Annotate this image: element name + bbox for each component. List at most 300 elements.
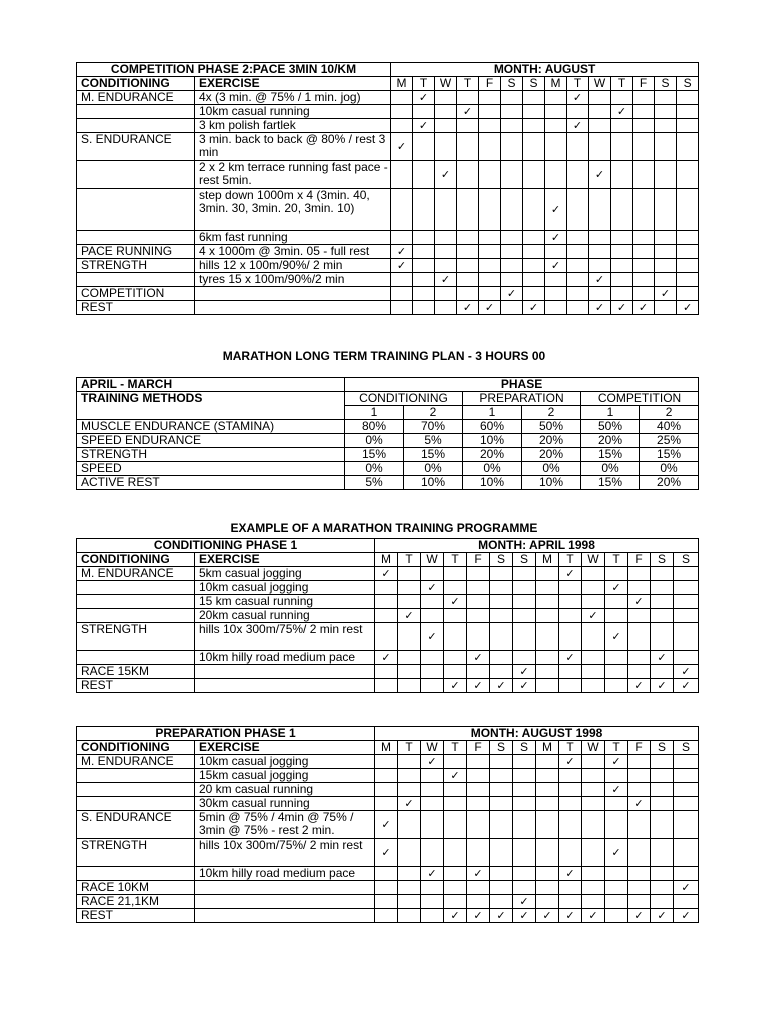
category-cell — [77, 783, 195, 797]
day-cell — [677, 91, 699, 105]
table-row — [77, 161, 699, 189]
day-cell — [559, 679, 582, 693]
day-cell — [479, 189, 501, 231]
day-cell — [655, 231, 677, 245]
category-cell: REST — [77, 909, 195, 923]
day-cell — [490, 595, 513, 609]
table-row — [77, 273, 699, 287]
day-header: S — [501, 77, 523, 91]
table-row — [77, 595, 699, 609]
plan-title: MARATHON LONG TERM TRAINING PLAN - 3 HOURS 00 — [222, 349, 546, 363]
phase-sub-number: 1 — [581, 406, 640, 420]
day-cell — [633, 105, 655, 119]
day-cell — [677, 287, 699, 301]
table-row — [77, 231, 699, 245]
checkmark-icon: ✓ — [681, 666, 691, 678]
day-cell — [605, 679, 628, 693]
day-cell — [479, 273, 501, 287]
checkmark-icon: ✓ — [404, 610, 414, 622]
day-cell — [398, 811, 421, 839]
phase-competition: COMPETITION — [581, 392, 699, 406]
category-cell — [77, 609, 195, 623]
day-cell — [398, 881, 421, 895]
day-cell — [628, 595, 651, 609]
day-cell — [501, 245, 523, 259]
day-cell — [674, 755, 699, 769]
day-cell — [467, 595, 490, 609]
day-cell — [611, 259, 633, 273]
day-cell — [513, 755, 536, 769]
checkmark-icon: ✓ — [473, 680, 483, 692]
exercise-cell: 3 km polish fartlek — [195, 119, 391, 133]
checkmark-icon: ✓ — [594, 274, 605, 286]
day-cell — [375, 609, 398, 623]
day-header: T — [413, 77, 435, 91]
day-cell — [375, 895, 398, 909]
checkmark-icon: ✓ — [681, 882, 691, 894]
day-cell — [674, 783, 699, 797]
day-cell — [398, 567, 421, 581]
day-cell — [545, 301, 567, 315]
day-cell — [589, 287, 611, 301]
day-cell — [582, 755, 605, 769]
day-cell — [457, 245, 479, 259]
percent-cell: 15% — [404, 448, 463, 462]
day-cell — [582, 797, 605, 811]
table-row — [77, 755, 699, 769]
day-cell — [479, 301, 501, 315]
day-header: T — [605, 741, 628, 755]
day-cell — [467, 839, 490, 867]
day-header: T — [444, 553, 467, 567]
day-cell — [490, 769, 513, 783]
day-header: S — [490, 741, 513, 755]
day-cell — [413, 189, 435, 231]
day-cell — [605, 783, 628, 797]
preparation-phase-table — [76, 726, 699, 923]
checkmark-icon: ✓ — [473, 868, 483, 880]
day-cell — [651, 755, 674, 769]
day-cell — [628, 679, 651, 693]
day-cell — [651, 769, 674, 783]
month-title: MONTH: AUGUST — [391, 63, 699, 77]
day-cell — [628, 881, 651, 895]
day-cell — [413, 161, 435, 189]
checkmark-icon: ✓ — [427, 631, 437, 643]
method-cell: SPEED — [77, 462, 345, 476]
checkmark-icon: ✓ — [462, 106, 473, 118]
day-cell — [413, 133, 435, 161]
day-cell — [582, 567, 605, 581]
day-cell — [413, 245, 435, 259]
day-cell — [398, 679, 421, 693]
day-cell — [457, 287, 479, 301]
day-cell — [467, 909, 490, 923]
day-cell — [628, 797, 651, 811]
category-cell: S. ENDURANCE — [77, 133, 195, 161]
day-cell — [513, 595, 536, 609]
day-cell — [611, 119, 633, 133]
day-header: T — [559, 553, 582, 567]
day-header: M — [391, 77, 413, 91]
day-cell — [457, 259, 479, 273]
day-cell — [605, 909, 628, 923]
category-cell: REST — [77, 679, 195, 693]
day-cell — [559, 769, 582, 783]
checkmark-icon: ✓ — [611, 631, 621, 643]
day-cell — [391, 91, 413, 105]
category-cell — [77, 231, 195, 245]
exercise-cell — [195, 881, 375, 895]
day-cell — [391, 189, 413, 231]
percent-cell: 15% — [581, 448, 640, 462]
table-row — [77, 769, 699, 783]
day-cell — [605, 623, 628, 651]
checkmark-icon: ✓ — [528, 302, 539, 314]
table-row — [77, 623, 699, 651]
percent-cell: 50% — [522, 420, 581, 434]
percent-cell: 15% — [581, 476, 640, 490]
percent-cell: 50% — [581, 420, 640, 434]
day-cell — [605, 581, 628, 595]
day-cell — [655, 105, 677, 119]
day-cell — [674, 595, 699, 609]
day-cell — [523, 245, 545, 259]
day-cell — [375, 755, 398, 769]
day-cell — [457, 273, 479, 287]
day-cell — [523, 105, 545, 119]
category-cell: RACE 10KM — [77, 881, 195, 895]
checkmark-icon: ✓ — [565, 652, 575, 664]
day-header: W — [582, 741, 605, 755]
day-cell — [655, 189, 677, 231]
day-header: F — [628, 553, 651, 567]
day-cell — [391, 273, 413, 287]
day-cell — [421, 839, 444, 867]
table-row — [77, 287, 699, 301]
day-cell — [457, 231, 479, 245]
day-cell — [444, 811, 467, 839]
day-cell — [467, 755, 490, 769]
day-cell — [513, 797, 536, 811]
day-cell — [501, 161, 523, 189]
checkmark-icon: ✓ — [440, 169, 451, 181]
day-cell — [421, 581, 444, 595]
day-cell — [490, 797, 513, 811]
day-cell — [398, 867, 421, 881]
day-cell — [611, 133, 633, 161]
checkmark-icon: ✓ — [681, 910, 691, 922]
day-cell — [655, 259, 677, 273]
day-cell — [375, 811, 398, 839]
day-cell — [559, 783, 582, 797]
day-cell — [421, 651, 444, 665]
day-cell — [651, 665, 674, 679]
day-cell — [674, 679, 699, 693]
day-cell — [633, 133, 655, 161]
table-row — [77, 651, 699, 665]
day-cell — [513, 609, 536, 623]
day-cell — [398, 769, 421, 783]
day-cell — [559, 881, 582, 895]
checkmark-icon: ✓ — [450, 680, 460, 692]
day-cell — [567, 273, 589, 287]
day-cell — [523, 91, 545, 105]
day-cell — [391, 287, 413, 301]
day-cell — [375, 623, 398, 651]
day-header: T — [567, 77, 589, 91]
percent-cell: 15% — [345, 448, 404, 462]
day-header: T — [398, 553, 421, 567]
checkmark-icon: ✓ — [657, 910, 667, 922]
month-title: MONTH: AUGUST 1998 — [375, 727, 699, 741]
day-cell — [523, 287, 545, 301]
table-row — [77, 462, 699, 476]
day-cell — [501, 231, 523, 245]
day-cell — [523, 231, 545, 245]
exercise-cell — [195, 895, 375, 909]
exercise-cell: 10km casual jogging — [195, 581, 375, 595]
day-cell — [589, 119, 611, 133]
day-cell — [457, 133, 479, 161]
exercise-cell: 4 x 1000m @ 3min. 05 - full rest — [195, 245, 391, 259]
checkmark-icon: ✓ — [404, 798, 414, 810]
day-cell — [559, 755, 582, 769]
exercise-cell: 5km casual jogging — [195, 567, 375, 581]
category-cell: REST — [77, 301, 195, 315]
day-cell — [391, 119, 413, 133]
day-cell — [651, 895, 674, 909]
day-cell — [375, 665, 398, 679]
day-header: S — [677, 77, 699, 91]
day-cell — [633, 273, 655, 287]
table-row — [77, 909, 699, 923]
day-cell — [536, 609, 559, 623]
category-cell — [77, 595, 195, 609]
day-header: M — [375, 741, 398, 755]
percent-cell: 0% — [522, 462, 581, 476]
checkmark-icon: ✓ — [427, 582, 437, 594]
day-cell — [467, 895, 490, 909]
day-cell — [467, 609, 490, 623]
percent-cell: 70% — [404, 420, 463, 434]
category-cell — [77, 797, 195, 811]
day-cell — [611, 161, 633, 189]
checkmark-icon: ✓ — [542, 910, 552, 922]
checkmark-icon: ✓ — [611, 756, 621, 768]
phase-title: COMPETITION PHASE 2:PACE 3MIN 10/KM — [77, 63, 391, 77]
table-row — [77, 420, 699, 434]
day-header: T — [605, 553, 628, 567]
day-cell — [375, 769, 398, 783]
day-cell — [479, 287, 501, 301]
day-cell — [435, 91, 457, 105]
table-row — [77, 448, 699, 462]
day-cell — [479, 245, 501, 259]
exercise-cell: 10km casual jogging — [195, 755, 375, 769]
checkmark-icon: ✓ — [634, 680, 644, 692]
checkmark-icon: ✓ — [519, 680, 529, 692]
day-cell — [536, 651, 559, 665]
day-cell — [375, 839, 398, 867]
day-cell — [421, 623, 444, 651]
percent-cell: 0% — [345, 434, 404, 448]
day-cell — [444, 623, 467, 651]
day-cell — [501, 189, 523, 231]
day-cell — [490, 783, 513, 797]
day-cell — [479, 133, 501, 161]
day-cell — [674, 665, 699, 679]
table-row — [77, 119, 699, 133]
percent-cell: 20% — [522, 448, 581, 462]
day-cell — [567, 105, 589, 119]
day-cell — [605, 609, 628, 623]
day-cell — [628, 581, 651, 595]
category-cell: COMPETITION — [77, 287, 195, 301]
day-cell — [501, 287, 523, 301]
day-cell — [589, 91, 611, 105]
day-cell — [444, 595, 467, 609]
day-cell — [513, 881, 536, 895]
day-cell — [559, 909, 582, 923]
day-cell — [479, 231, 501, 245]
category-cell: M. ENDURANCE — [77, 91, 195, 105]
day-cell — [567, 161, 589, 189]
day-cell — [444, 783, 467, 797]
phase-sub-number: 1 — [345, 406, 404, 420]
day-cell — [398, 651, 421, 665]
checkmark-icon: ✓ — [418, 120, 429, 132]
table-row — [77, 581, 699, 595]
day-cell — [435, 259, 457, 273]
checkmark-icon: ✓ — [396, 246, 407, 258]
day-cell — [674, 811, 699, 839]
phase-header: PHASE — [345, 378, 699, 392]
day-cell — [513, 895, 536, 909]
day-cell — [490, 679, 513, 693]
day-cell — [467, 783, 490, 797]
checkmark-icon: ✓ — [381, 819, 391, 831]
day-cell — [628, 895, 651, 909]
percent-cell: 15% — [640, 448, 699, 462]
plan-header-methods: TRAINING METHODS — [77, 392, 345, 420]
day-cell — [444, 581, 467, 595]
day-header: W — [421, 553, 444, 567]
day-cell — [605, 839, 628, 867]
day-cell — [513, 651, 536, 665]
day-cell — [567, 301, 589, 315]
day-cell — [490, 651, 513, 665]
day-cell — [628, 609, 651, 623]
checkmark-icon: ✓ — [396, 141, 407, 153]
table-row — [77, 567, 699, 581]
checkmark-icon: ✓ — [550, 260, 561, 272]
day-cell — [421, 755, 444, 769]
day-cell — [605, 797, 628, 811]
checkmark-icon: ✓ — [572, 120, 583, 132]
day-header: T — [457, 77, 479, 91]
day-cell — [545, 105, 567, 119]
day-cell — [467, 651, 490, 665]
day-cell — [567, 287, 589, 301]
day-cell — [444, 567, 467, 581]
day-cell — [582, 881, 605, 895]
day-cell — [677, 189, 699, 231]
phase-title: PREPARATION PHASE 1 — [77, 727, 375, 741]
checkmark-icon: ✓ — [550, 232, 561, 244]
day-cell — [444, 867, 467, 881]
checkmark-icon: ✓ — [657, 652, 667, 664]
day-cell — [421, 567, 444, 581]
checkmark-icon: ✓ — [565, 756, 575, 768]
day-cell — [421, 679, 444, 693]
day-cell — [611, 189, 633, 231]
day-cell — [421, 909, 444, 923]
day-cell — [605, 881, 628, 895]
checkmark-icon: ✓ — [634, 596, 644, 608]
day-cell — [391, 231, 413, 245]
day-cell — [674, 797, 699, 811]
checkmark-icon: ✓ — [396, 260, 407, 272]
day-cell — [559, 623, 582, 651]
day-cell — [435, 245, 457, 259]
percent-cell: 5% — [404, 434, 463, 448]
day-cell — [536, 665, 559, 679]
conditioning-header: CONDITIONING — [77, 741, 195, 755]
category-cell — [77, 867, 195, 881]
day-cell — [567, 231, 589, 245]
day-cell — [490, 567, 513, 581]
day-cell — [413, 91, 435, 105]
day-cell — [655, 273, 677, 287]
checkmark-icon: ✓ — [473, 652, 483, 664]
day-cell — [435, 161, 457, 189]
percent-cell: 20% — [522, 434, 581, 448]
day-cell — [582, 811, 605, 839]
day-cell — [674, 895, 699, 909]
day-cell — [513, 783, 536, 797]
checkmark-icon: ✓ — [427, 756, 437, 768]
exercise-cell: 15 km casual running — [195, 595, 375, 609]
day-cell — [467, 769, 490, 783]
method-cell: MUSCLE ENDURANCE (STAMINA) — [77, 420, 345, 434]
method-cell: ACTIVE REST — [77, 476, 345, 490]
day-cell — [391, 133, 413, 161]
day-cell — [523, 301, 545, 315]
category-cell — [77, 769, 195, 783]
day-cell — [490, 909, 513, 923]
conditioning-header: CONDITIONING — [77, 77, 195, 91]
day-header: W — [421, 741, 444, 755]
exercise-cell: step down 1000m x 4 (3min. 40, 3min. 30, 3min. 20, 3min. 10) — [195, 189, 391, 231]
day-cell — [611, 231, 633, 245]
day-cell — [633, 245, 655, 259]
day-cell — [677, 245, 699, 259]
category-cell: RACE 15KM — [77, 665, 195, 679]
day-cell — [536, 783, 559, 797]
checkmark-icon: ✓ — [381, 652, 391, 664]
day-cell — [545, 161, 567, 189]
day-cell — [589, 301, 611, 315]
category-cell: M. ENDURANCE — [77, 755, 195, 769]
day-cell — [677, 119, 699, 133]
day-cell — [444, 609, 467, 623]
day-cell — [651, 609, 674, 623]
checkmark-icon: ✓ — [462, 302, 473, 314]
table-row — [77, 839, 699, 867]
day-cell — [501, 273, 523, 287]
checkmark-icon: ✓ — [681, 680, 691, 692]
